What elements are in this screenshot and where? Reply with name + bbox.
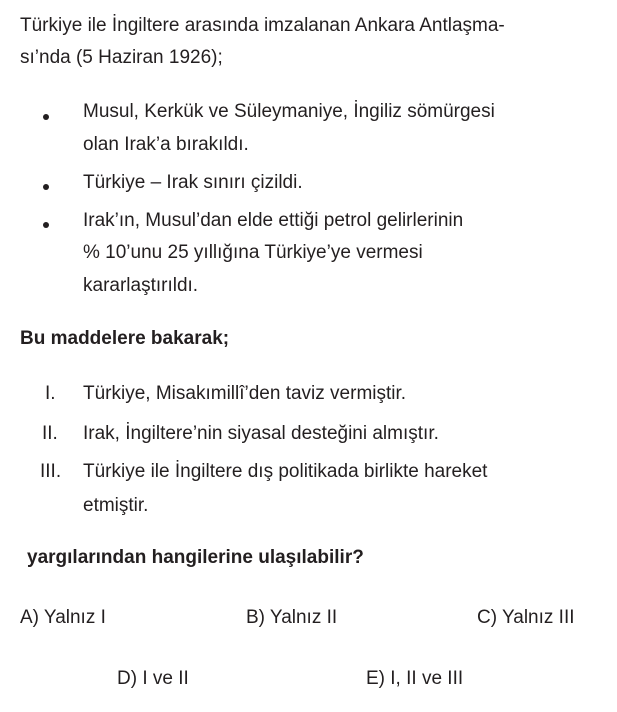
intro-line-2: sı’nda (5 Haziran 1926); — [20, 47, 223, 68]
bullet-dot — [43, 114, 49, 120]
bullet-1-line-1: Musul, Kerkük ve Süleymaniye, İngiliz sömürgesi — [83, 101, 495, 122]
bullet-1-line-2: olan Irak’a bırakıldı. — [83, 134, 249, 155]
prompt-heading: Bu maddelere bakarak; — [20, 328, 230, 349]
bullet-dot — [43, 184, 49, 190]
statement-2-line-1: Irak, İngiltere’nin siyasal desteğini almıştır. — [83, 423, 439, 444]
option-e[interactable]: E) I, II ve III — [366, 668, 464, 689]
statement-1-line-1: Türkiye, Misakımillî’den taviz vermiştir. — [83, 383, 407, 404]
option-b[interactable]: B) Yalnız II — [246, 607, 338, 628]
question-text: yargılarından hangilerine ulaşılabilir? — [27, 547, 364, 568]
bullet-3-line-1: Irak’ın, Musul’dan elde ettiği petrol gelirlerinin — [83, 210, 464, 231]
option-a[interactable]: A) Yalnız I — [20, 607, 106, 628]
statement-numeral: III. — [40, 461, 62, 482]
statement-numeral: I. — [45, 383, 56, 404]
option-d[interactable]: D) I ve II — [117, 668, 189, 689]
intro-line-1: Türkiye ile İngiltere arasında imzalanan Ankara Antlaşma- — [20, 15, 505, 36]
bullet-dot — [43, 222, 49, 228]
option-c[interactable]: C) Yalnız III — [477, 607, 575, 628]
statement-3-line-2: etmiştir. — [83, 495, 149, 516]
statement-3-line-1: Türkiye ile İngiltere dış politikada birlikte hareket — [83, 461, 488, 482]
bullet-2-line-1: Türkiye – Irak sınırı çizildi. — [83, 172, 303, 193]
bullet-3-line-2: % 10’unu 25 yıllığına Türkiye’ye vermesi — [83, 242, 423, 263]
bullet-3-line-3: kararlaştırıldı. — [83, 275, 199, 296]
statement-numeral: II. — [42, 423, 58, 444]
